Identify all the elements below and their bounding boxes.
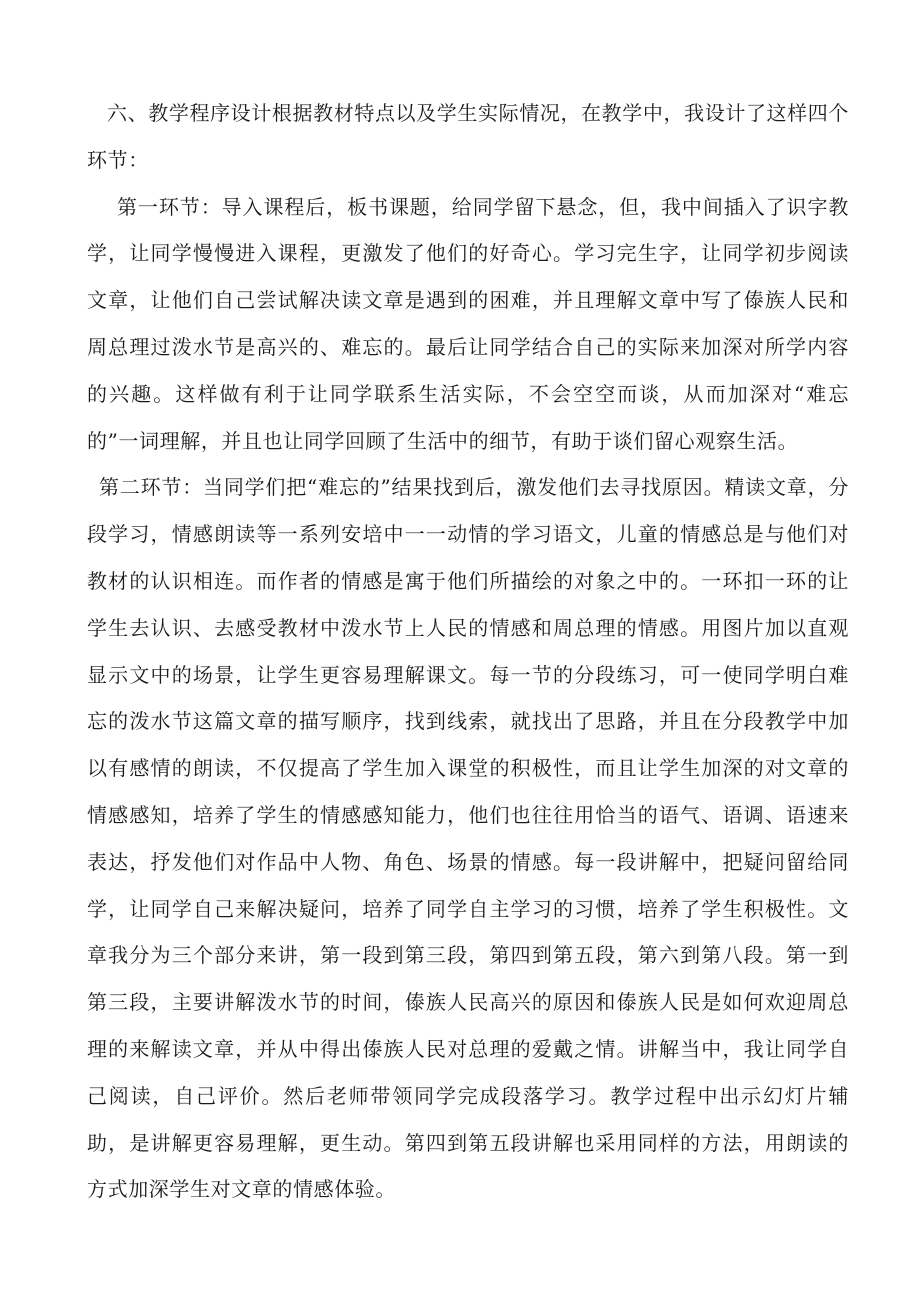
document-body bbox=[87, 90, 849, 1213]
paragraph-teaching-design: 六、教学程序设计根据教材特点以及学生实际情况，在教学中，我设计了这样四个环节： bbox=[87, 101, 849, 172]
paragraph-first-stage: 第一环节：导入课程后，板书课题，给同学留下悬念，但，我中间插入了识字教学，让同学慢慢进入课程，更激发了他们的好奇心。学习完生字，让同学初步阅读文章，让他们自己尝试解决读文章是遇到的困难，并且理解文章中写了傣族人民和周总理过泼水节是高兴的、难忘的。最后让同学结合自己的实际来加深对所学内容的兴趣。这样做有利于让同学联系生活实际，不会空空而谈，从而加深对“难忘的”一词理解，并且也让同学回顾了生活中的细节，有助于谈们留心观察生活。 bbox=[87, 194, 849, 453]
paragraph-second-stage: 第二环节：当同学们把“难忘的”结果找到后，激发他们去寻找原因。精读文章，分段学习，情感朗读等一系列安培中一一动情的学习语文，儿童的情感总是与他们对教材的认识相连。而作者的情感是寓于他们所描绘的对象之中的。一环扣一环的让学生去认识、去感受教材中泼水节上人民的情感和周总理的情感。用图片加以直观显示文中的场景，让学生更容易理解课文。每一节的分段练习，可一使同学明白难忘的泼水节这篇文章的描写顺序，找到线索，就找出了思路，并且在分段教学中加以有感情的朗读，不仅提高了学生加入课堂的积极性，而且让学生加深的对文章的情感感知，培养了学生的情感感知能力，他们也往往用恰当的语气、语调、语速来表达，抒发他们对作品中人物、角色、场景的情感。每一段讲解中，把疑问留给同学，让同学自己来解决疑问，培养了同学自主学习的习惯，培养了学生积极性。文章我分为三个部分来讲，第一段到第三段，第四到第五段，第六到第八段。第一到第三段，主要讲解泼水节的时间，傣族人民高兴的原因和傣族人民是如何欢迎周总理的来解读文章，并从中得出傣族人民对总理的爱戴之情。讲解当中，我让同学自己阅读，自己评价。然后老师带领同学完成段落学习。教学过程中出示幻灯片辅助，是讲解更容易理解，更生动。第四到第五段讲解也采用同样的方法，用朗读的方式加深学生对文章的情感体验。 bbox=[87, 475, 849, 1202]
